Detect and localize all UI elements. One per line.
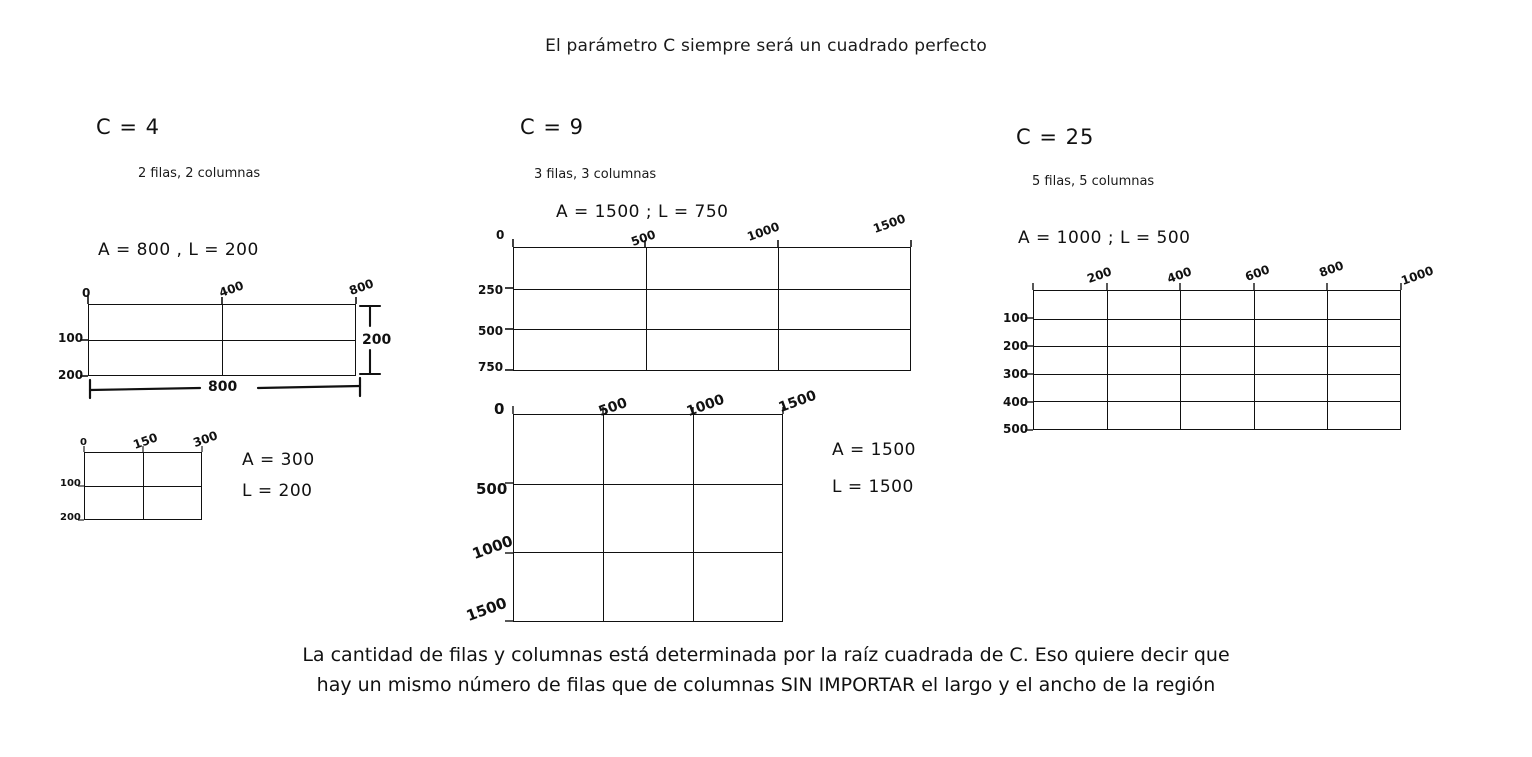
- y-tick-c9-ex1-3: 750: [478, 360, 504, 374]
- x-tick-c9-ex2-3: 1500: [776, 387, 819, 416]
- grid-line-vertical: [1180, 291, 1181, 429]
- grid-line-vertical: [603, 415, 604, 621]
- dims-label-c9-ex1: A = 1500 ; L = 750: [556, 202, 729, 222]
- case-subtitle-c25: 5 filas, 5 columnas: [1032, 174, 1155, 189]
- grid-line-horizontal: [1034, 346, 1400, 347]
- footer-text: [0, 640, 1532, 700]
- width-annotation-c4-ex1: 800: [208, 379, 238, 395]
- case-title-c25: C = 25: [1016, 125, 1095, 149]
- y-tick-c25-3: 300: [1003, 367, 1029, 381]
- x-tick-c25-1: 200: [1085, 264, 1114, 286]
- grid-c25-ex1: [1033, 290, 1401, 430]
- dims-label-c4-ex1: A = 800 , L = 200: [98, 240, 259, 260]
- x-tick-c9-ex1-1: 500: [629, 227, 658, 249]
- case-title-c4: C = 4: [96, 115, 160, 139]
- y-tick-c4-ex1-1: 100: [58, 331, 84, 345]
- grid-line-horizontal: [514, 329, 910, 330]
- y-tick-c9-ex1-2: 500: [478, 324, 504, 338]
- x-tick-c4-ex2-1: 150: [131, 430, 160, 452]
- case-subtitle-c9: 3 filas, 3 columnas: [534, 167, 657, 182]
- dims-label-c25-ex1: A = 1000 ; L = 500: [1018, 228, 1191, 248]
- x-tick-c4-ex2-2: 300: [191, 428, 220, 450]
- grid-line-vertical: [646, 248, 647, 370]
- grid-line-horizontal: [1034, 401, 1400, 402]
- y-tick-c25-2: 200: [1003, 339, 1029, 353]
- y-tick-c9-ex2-1: 500: [476, 480, 508, 498]
- grid-line-horizontal: [514, 484, 782, 485]
- y-tick-c4-ex2-2: 200: [60, 512, 81, 523]
- length-label-c9-ex2: L = 1500: [832, 477, 914, 497]
- area-label-c4-ex2: A = 300: [242, 450, 315, 470]
- grid-c9-ex2: [513, 414, 783, 622]
- grid-line-vertical: [693, 415, 694, 621]
- footer-line-1: La cantidad de filas y columnas está determinada por la raíz cuadrada de C. Eso quiere decir que: [302, 644, 1230, 666]
- y-tick-c25-5: 500: [1003, 422, 1029, 436]
- y-tick-c9-ex2-2: 1000: [469, 531, 516, 563]
- x-tick-c4-ex1-0: 0: [82, 286, 91, 300]
- y-tick-c25-4: 400: [1003, 395, 1029, 409]
- x-tick-c25-2: 400: [1165, 264, 1194, 286]
- x-tick-c25-5: 1000: [1399, 263, 1436, 288]
- x-tick-c9-ex1-3: 1500: [871, 211, 908, 236]
- x-tick-c9-ex1-2: 1000: [745, 219, 782, 244]
- x-tick-c25-3: 600: [1243, 262, 1272, 284]
- x-tick-c25-4: 800: [1317, 258, 1346, 280]
- grid-c4-ex2: [84, 452, 202, 520]
- case-subtitle-c4: 2 filas, 2 columnas: [138, 166, 261, 181]
- case-title-c9: C = 9: [520, 115, 584, 139]
- grid-c9-ex1: [513, 247, 911, 371]
- area-label-c9-ex2: A = 1500: [832, 440, 916, 460]
- y-tick-c9-ex2-3: 1500: [463, 593, 510, 625]
- y-tick-c4-ex2-1: 100: [60, 478, 81, 489]
- grid-line-horizontal: [514, 552, 782, 553]
- x-tick-c4-ex2-0: 0: [80, 437, 87, 448]
- y-tick-c9-ex1-1: 250: [478, 283, 504, 297]
- footer-line-2: hay un mismo número de filas que de columnas SIN IMPORTAR el largo y el ancho de la región: [316, 674, 1216, 696]
- x-tick-c9-ex2-2: 1000: [684, 391, 727, 420]
- x-tick-c9-ex2-1: 500: [596, 394, 630, 420]
- x-tick-c9-ex2-0: 0: [494, 400, 505, 418]
- grid-line-vertical: [1107, 291, 1108, 429]
- grid-line-horizontal: [85, 486, 201, 487]
- grid-line-vertical: [1254, 291, 1255, 429]
- grid-line-horizontal: [514, 289, 910, 290]
- grid-line-vertical: [1327, 291, 1328, 429]
- grid-line-vertical: [778, 248, 779, 370]
- length-label-c4-ex2: L = 200: [242, 481, 313, 501]
- x-tick-c4-ex1-2: 800: [347, 276, 376, 298]
- x-tick-c4-ex1-1: 400: [217, 278, 246, 300]
- grid-line-horizontal: [1034, 374, 1400, 375]
- grid-line-horizontal: [1034, 319, 1400, 320]
- grid-line-horizontal: [89, 340, 355, 341]
- height-annotation-c4-ex1: 200: [362, 332, 392, 348]
- y-tick-c25-1: 100: [1003, 311, 1029, 325]
- y-tick-c4-ex1-2: 200: [58, 368, 84, 382]
- x-tick-c9-ex1-0: 0: [496, 228, 505, 242]
- page-title: El parámetro C siempre será un cuadrado perfecto: [545, 36, 987, 56]
- grid-c4-ex1: [88, 304, 356, 376]
